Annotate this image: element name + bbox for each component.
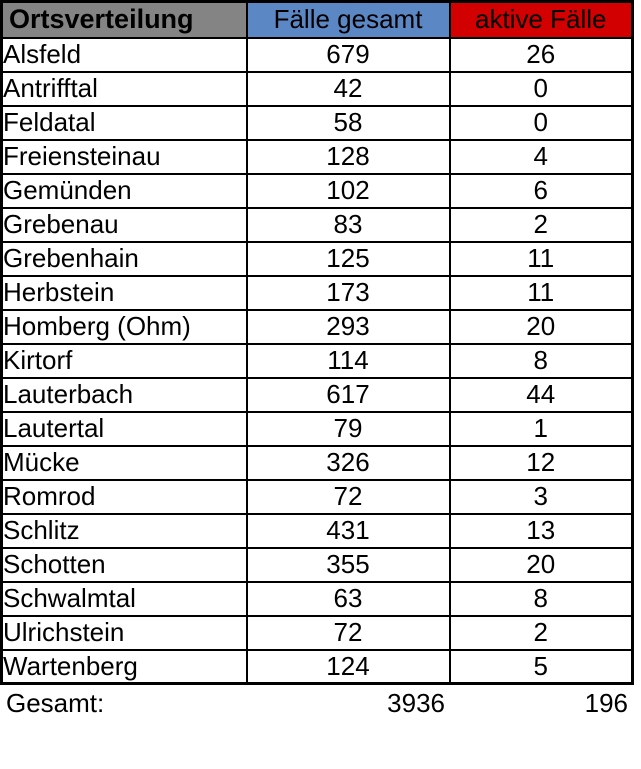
town-cell: Freiensteinau (2, 140, 247, 174)
total-cases-cell: 679 (247, 38, 450, 72)
active-cases-cell: 2 (450, 616, 633, 650)
town-cell: Kirtorf (2, 344, 247, 378)
town-cell: Lautertal (2, 412, 247, 446)
town-cell: Antrifftal (2, 72, 247, 106)
table-row (2, 208, 633, 242)
table-row (2, 276, 633, 310)
table-row (2, 174, 633, 208)
total-cases-cell: 83 (247, 208, 450, 242)
total-cases-cell: 124 (247, 650, 450, 684)
active-cases-cell: 44 (450, 378, 633, 412)
active-cases-cell: 11 (450, 242, 633, 276)
active-cases-cell: 8 (450, 582, 633, 616)
active-cases-cell: 4 (450, 140, 633, 174)
town-cell: Feldatal (2, 106, 247, 140)
active-cases-cell: 0 (450, 106, 633, 140)
table-row (2, 480, 633, 514)
active-cases-cell: 13 (450, 514, 633, 548)
town-cell: Grebenau (2, 208, 247, 242)
active-cases-cell: 6 (450, 174, 633, 208)
town-cell: Schlitz (2, 514, 247, 548)
town-cell: Grebenhain (2, 242, 247, 276)
active-cases-cell: 0 (450, 72, 633, 106)
total-cases-cell: 293 (247, 310, 450, 344)
total-cases-cell: 326 (247, 446, 450, 480)
active-cases-cell: 1 (450, 412, 633, 446)
header-ortsverteilung: Ortsverteilung (2, 2, 247, 38)
active-cases-cell: 3 (450, 480, 633, 514)
active-cases-cell: 5 (450, 650, 633, 684)
total-cases-cell: 173 (247, 276, 450, 310)
table-row (2, 446, 633, 480)
total-cases-cell: 355 (247, 548, 450, 582)
town-cell: Alsfeld (2, 38, 247, 72)
town-cell: Ulrichstein (2, 616, 247, 650)
table-row (2, 38, 633, 72)
total-cases-cell: 128 (247, 140, 450, 174)
totals-label: Gesamt: (6, 687, 105, 718)
table-row (2, 514, 633, 548)
totals-active-value: 196 (584, 687, 628, 718)
total-cases-cell: 125 (247, 242, 450, 276)
total-cases-cell: 72 (247, 480, 450, 514)
town-cell: Schotten (2, 548, 247, 582)
header-aktive-faelle: aktive Fälle (450, 2, 633, 38)
total-cases-cell: 72 (247, 616, 450, 650)
town-cell: Herbstein (2, 276, 247, 310)
total-cases-cell: 114 (247, 344, 450, 378)
total-cases-cell: 617 (247, 378, 450, 412)
table-row (2, 344, 633, 378)
active-cases-cell: 11 (450, 276, 633, 310)
table-row (2, 582, 633, 616)
table-row (2, 242, 633, 276)
active-cases-cell: 12 (450, 446, 633, 480)
total-cases-cell: 58 (247, 106, 450, 140)
header-row (2, 2, 633, 38)
header-faelle-gesamt: Fälle gesamt (247, 2, 450, 38)
table-row (2, 650, 633, 684)
town-cell: Gemünden (2, 174, 247, 208)
table-row (2, 616, 633, 650)
active-cases-cell: 20 (450, 310, 633, 344)
totals-row (0, 685, 631, 721)
town-cell: Romrod (2, 480, 247, 514)
totals-cases-value: 3936 (387, 687, 445, 718)
total-cases-cell: 63 (247, 582, 450, 616)
table-row (2, 310, 633, 344)
total-cases-cell: 79 (247, 412, 450, 446)
table-row (2, 72, 633, 106)
table-row (2, 378, 633, 412)
active-cases-cell: 20 (450, 548, 633, 582)
table-row (2, 106, 633, 140)
town-cell: Homberg (Ohm) (2, 310, 247, 344)
table-body (2, 38, 633, 684)
town-cell: Mücke (2, 446, 247, 480)
town-cell: Lauterbach (2, 378, 247, 412)
table-row (2, 412, 633, 446)
town-cell: Schwalmtal (2, 582, 247, 616)
active-cases-cell: 26 (450, 38, 633, 72)
active-cases-cell: 2 (450, 208, 633, 242)
total-cases-cell: 102 (247, 174, 450, 208)
active-cases-cell: 8 (450, 344, 633, 378)
total-cases-cell: 42 (247, 72, 450, 106)
total-cases-cell: 431 (247, 514, 450, 548)
table-row (2, 140, 633, 174)
table-row (2, 548, 633, 582)
table-header (2, 2, 633, 38)
town-cell: Wartenberg (2, 650, 247, 684)
